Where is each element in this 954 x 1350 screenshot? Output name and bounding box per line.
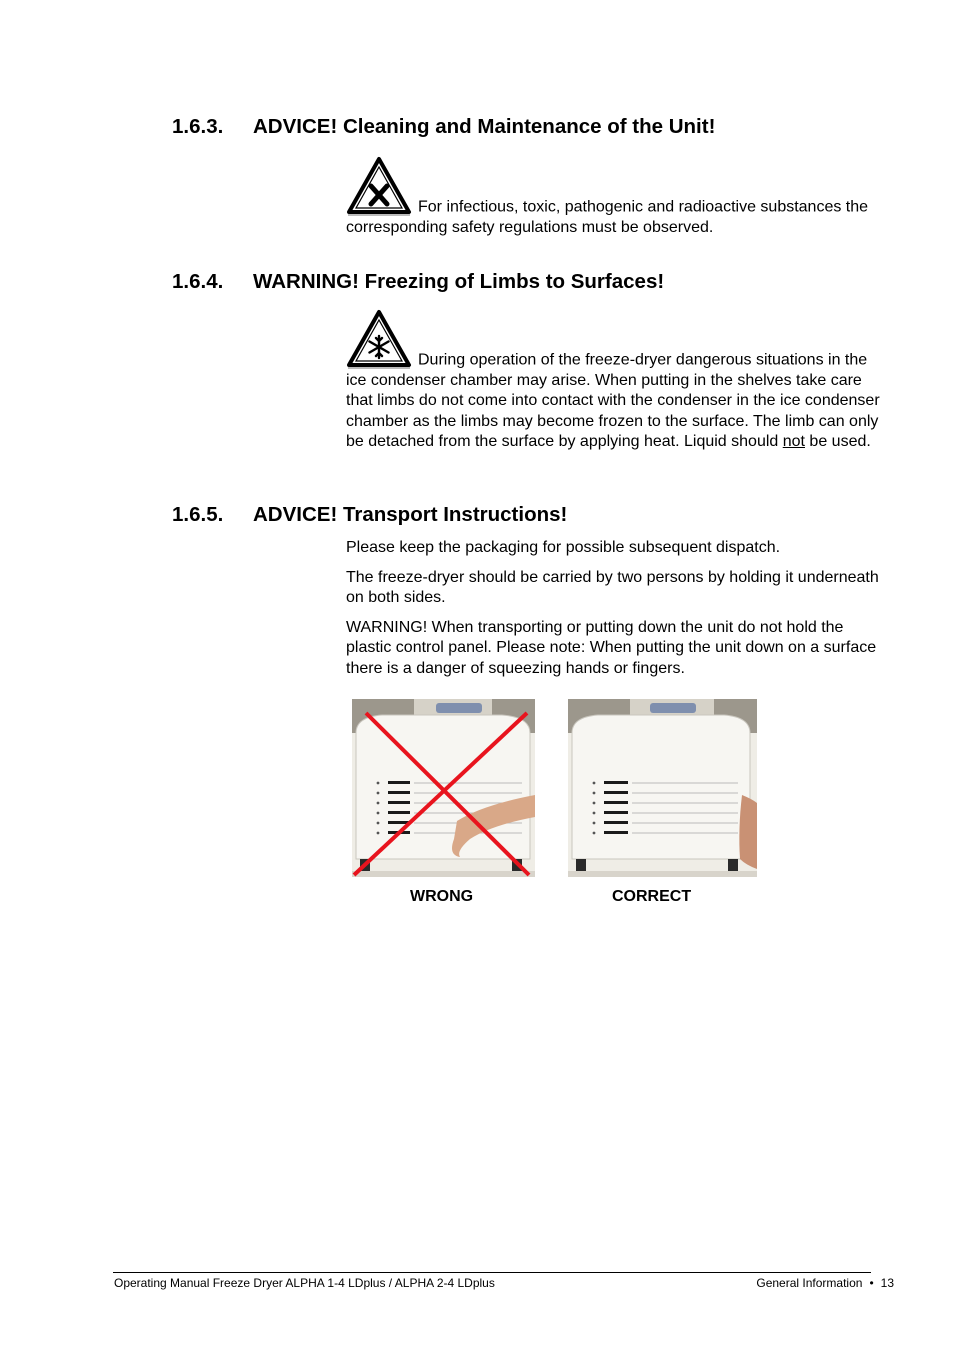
correct-caption: CORRECT bbox=[612, 888, 692, 905]
correct-carrying-photo bbox=[568, 699, 757, 877]
footer-page-info bbox=[756, 1276, 894, 1290]
footer-section-name: General Information bbox=[756, 1276, 863, 1290]
section-title: ADVICE! Transport Instructions! bbox=[253, 503, 568, 526]
section-number: 1.6.3. bbox=[172, 115, 224, 138]
transport-paragraph-3: WARNING! When transporting or putting down the unit do not hold the plastic control panel. Please note: When putting the unit down on a surface there is a danger of squeezing hands or fingers. bbox=[346, 619, 877, 677]
freezing-warning-paragraph bbox=[346, 309, 886, 452]
low-temperature-hazard-icon bbox=[346, 309, 412, 371]
footer-divider bbox=[113, 1272, 871, 1273]
freezing-warning-text-end: be used. bbox=[804, 432, 871, 450]
section-heading-1-6-4 bbox=[172, 270, 664, 294]
section-heading-1-6-5 bbox=[172, 503, 567, 527]
transport-paragraph-1: Please keep the packaging for possible subsequent dispatch. bbox=[346, 539, 781, 556]
freezing-warning-text: During operation of the freeze-dryer dangerous situations in the ice condenser chamber may arise. When putting in the shelves take care that limbs do not come into contact with the condenser in the ice condenser chamber as the limbs may become frozen to the surface. The limb can only be detached from the surface by applying heat. Liquid should bbox=[346, 351, 880, 450]
section-number: 1.6.4. bbox=[172, 270, 224, 293]
harmful-hazard-icon bbox=[346, 156, 412, 218]
wrong-cross-mark bbox=[352, 699, 535, 877]
footer-document-title: Operating Manual Freeze Dryer ALPHA 1-4 LDplus / ALPHA 2-4 LDplus bbox=[114, 1276, 495, 1290]
wrong-carrying-photo bbox=[352, 699, 535, 877]
footer-bullet: • bbox=[869, 1276, 874, 1290]
wrong-caption: WRONG bbox=[410, 888, 474, 905]
section-title: WARNING! Freezing of Limbs to Surfaces! bbox=[253, 270, 665, 293]
transport-paragraph-2: The freeze-dryer should be carried by two persons by holding it underneath on both sides. bbox=[346, 569, 879, 607]
emphasis-not: not bbox=[782, 432, 805, 450]
cleaning-advice-text: For infectious, toxic, pathogenic and radioactive substances the corresponding safety regulations must be observed. bbox=[346, 198, 869, 236]
cleaning-advice-paragraph bbox=[346, 156, 886, 238]
page-number: 13 bbox=[880, 1276, 894, 1290]
section-title: ADVICE! Cleaning and Maintenance of the Unit! bbox=[253, 115, 716, 138]
section-number: 1.6.5. bbox=[172, 503, 224, 526]
section-heading-1-6-3 bbox=[172, 115, 715, 139]
